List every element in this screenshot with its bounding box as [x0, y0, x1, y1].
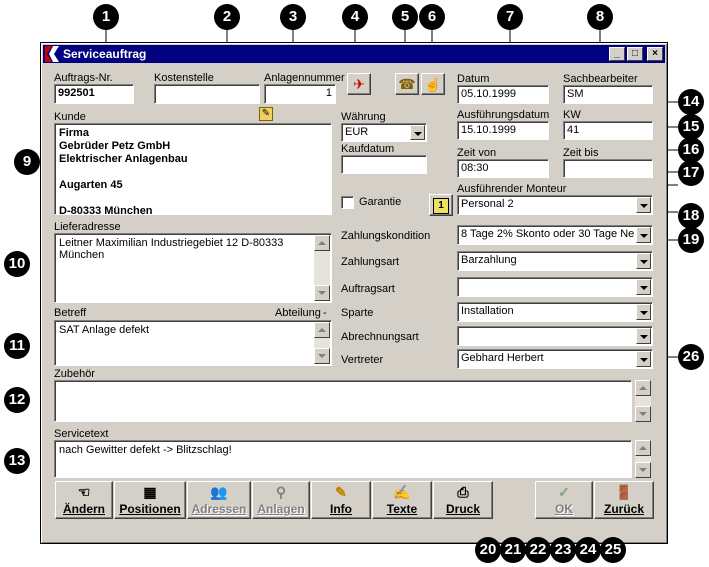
betreff-label: Betreff: [54, 307, 87, 319]
datum-label: Datum: [457, 73, 490, 85]
serviceauftrag-window: [40, 42, 668, 544]
monteur-value: Personal 2: [461, 198, 514, 210]
callout-10: 10: [4, 251, 30, 277]
callout-15: 15: [678, 114, 704, 140]
door-exit-icon: 🚪: [615, 484, 633, 500]
chevron-down-icon[interactable]: [636, 304, 651, 320]
callout-19: 19: [678, 227, 704, 253]
callout-13: 13: [4, 448, 30, 474]
callout-17: 17: [678, 160, 704, 186]
callout-20: 20: [475, 537, 501, 563]
kostenstelle-label: Kostenstelle: [154, 72, 214, 84]
abrechnungsart-label: Abrechnungsart: [341, 331, 419, 343]
chevron-down-icon[interactable]: [410, 125, 425, 140]
run-button[interactable]: [347, 73, 371, 95]
zahlungskondition-value: 8 Tage 2% Skonto oder 30 Tage Ne: [461, 228, 635, 240]
callout-16: 16: [678, 137, 704, 163]
auftragsart-select[interactable]: [457, 277, 653, 297]
chevron-down-icon[interactable]: [636, 197, 651, 213]
chevron-down-icon[interactable]: [636, 351, 651, 367]
zeit-bis-label: Zeit bis: [563, 147, 599, 159]
zahlungsart-label: Zahlungsart: [341, 256, 400, 268]
kostenstelle-field[interactable]: [154, 84, 260, 104]
zahlungsart-value: Barzahlung: [461, 254, 517, 266]
checkmark-icon: ✓: [558, 484, 570, 500]
callout-4: 4: [342, 4, 368, 30]
callout-26: 26: [678, 344, 704, 370]
notepad-icon: ✍: [393, 484, 411, 500]
callout-23: 23: [550, 537, 576, 563]
hand-icon: ☝: [424, 76, 442, 92]
lieferadresse-label: Lieferadresse: [54, 221, 121, 233]
callout-8: 8: [587, 4, 613, 30]
info-button[interactable]: ✎ Info: [311, 481, 371, 519]
kaufdatum-field[interactable]: [341, 155, 427, 174]
ausfuehrungsdatum-field[interactable]: 15.10.1999: [457, 121, 549, 140]
zahlungsart-select[interactable]: [457, 251, 653, 271]
sachbearbeiter-field[interactable]: SM: [563, 85, 653, 104]
kw-field[interactable]: 41: [563, 121, 653, 140]
kunde-memo[interactable]: [54, 123, 332, 215]
zubehoer-scrollbar[interactable]: [635, 380, 651, 422]
printer-icon: ⎙: [457, 484, 469, 500]
chevron-down-icon[interactable]: [636, 279, 651, 295]
vertreter-label: Vertreter: [341, 354, 384, 366]
adressen-button[interactable]: 👥 Adressen: [187, 481, 251, 519]
phone-button[interactable]: [395, 73, 419, 95]
callout-21: 21: [500, 537, 526, 563]
garantie-label: Garantie: [359, 196, 402, 208]
callout-22: 22: [525, 537, 551, 563]
servicetext-scrollbar[interactable]: [635, 440, 651, 478]
auftrags-nr-label: Auftrags-Nr.: [54, 72, 113, 84]
betreff-scrollbar[interactable]: [314, 322, 330, 364]
zahlungskondition-label: Zahlungskondition: [341, 230, 431, 242]
sparte-label: Sparte: [341, 307, 374, 319]
hand-pointer-icon: ☜: [77, 484, 91, 500]
sparte-value: Installation: [461, 305, 514, 317]
anlagen-button[interactable]: ⚲ Anlagen: [252, 481, 310, 519]
kunde-line: Firma: [59, 127, 89, 139]
kunde-line: Elektrischer Anlagenbau: [59, 153, 188, 165]
edit-note-icon[interactable]: ✎: [259, 107, 273, 121]
binoculars-icon: ⚲: [275, 484, 287, 500]
druck-button[interactable]: ⎙ Druck: [433, 481, 493, 519]
kunde-line: [59, 192, 327, 205]
vertreter-select[interactable]: [457, 349, 653, 369]
waehrung-label: Währung: [341, 111, 386, 123]
waehrung-select[interactable]: [341, 123, 427, 142]
abteilung-value: -: [323, 307, 327, 319]
positionen-button[interactable]: ▦ Positionen: [114, 481, 186, 519]
phone-icon: ☎: [398, 76, 416, 92]
aendern-button[interactable]: ☜ Ändern: [55, 481, 113, 519]
callout-25: 25: [600, 537, 626, 563]
callout-5: 5: [392, 4, 418, 30]
zubehoer-label: Zubehör: [54, 368, 95, 380]
vertreter-value: Gebhard Herbert: [461, 352, 544, 364]
kunde-line: [59, 166, 327, 179]
close-button[interactable]: ×: [647, 47, 663, 61]
callout-18: 18: [678, 203, 704, 229]
auftragsart-label: Auftragsart: [341, 283, 395, 295]
betreff-memo[interactable]: [54, 320, 332, 366]
callout-3: 3: [280, 4, 306, 30]
callout-12: 12: [4, 387, 30, 413]
window-title: Serviceauftrag: [63, 47, 147, 61]
callout-11: 11: [4, 333, 30, 359]
garantie-info-button[interactable]: [429, 194, 453, 216]
ausfuehrungsdatum-label: Ausführungsdatum: [457, 109, 550, 121]
sparte-select[interactable]: [457, 302, 653, 322]
chevron-down-icon[interactable]: [636, 328, 651, 344]
kunde-line: Gebrüder Petz GmbH: [59, 140, 171, 152]
callout-9: 9: [14, 149, 40, 175]
zeit-von-label: Zeit von: [457, 147, 497, 159]
sachbearbeiter-label: Sachbearbeiter: [563, 73, 638, 85]
chevron-down-icon[interactable]: [636, 227, 651, 243]
ok-button[interactable]: ✓ OK: [535, 481, 593, 519]
number-one-icon: 1: [433, 198, 449, 214]
zurueck-button[interactable]: 🚪 Zurück: [594, 481, 654, 519]
zubehoer-memo[interactable]: [54, 380, 632, 422]
maximize-button[interactable]: □: [627, 47, 643, 61]
kunde-label: Kunde: [54, 111, 86, 123]
texte-button[interactable]: ✍ Texte: [372, 481, 432, 519]
servicetext-label: Servicetext: [54, 428, 109, 440]
servicetext-text: nach Gewitter defekt -> Blitzschlag!: [59, 444, 232, 456]
app-logo-icon: [45, 46, 59, 62]
callout-2: 2: [214, 4, 240, 30]
callout-7: 7: [497, 4, 523, 30]
auftrags-nr-field[interactable]: 992501: [54, 84, 134, 104]
callout-6: 6: [419, 4, 445, 30]
callout-24: 24: [575, 537, 601, 563]
people-icon: 👥: [210, 484, 228, 500]
zeit-von-field[interactable]: 08:30: [457, 159, 549, 178]
kw-label: KW: [563, 109, 581, 121]
betreff-text: SAT Anlage defekt: [59, 324, 150, 336]
grid-icon: ▦: [143, 484, 157, 500]
kaufdatum-label: Kaufdatum: [341, 143, 395, 155]
lieferadresse-scrollbar[interactable]: [314, 235, 330, 301]
hand-button[interactable]: [421, 73, 445, 95]
title-bar: [43, 45, 665, 63]
monteur-select[interactable]: [457, 195, 653, 215]
running-man-icon: ✈: [353, 76, 365, 92]
kunde-line: D-80333 München: [59, 205, 153, 215]
garantie-checkbox[interactable]: [341, 196, 354, 209]
abteilung-label: Abteilung: [275, 307, 321, 319]
zeit-bis-field[interactable]: [563, 159, 653, 178]
zahlungskondition-select[interactable]: [457, 225, 653, 245]
callout-14: 14: [678, 89, 704, 115]
callout-1: 1: [93, 4, 119, 30]
datum-field[interactable]: 05.10.1999: [457, 85, 549, 104]
servicetext-memo[interactable]: [54, 440, 632, 478]
chevron-down-icon[interactable]: [636, 253, 651, 269]
monteur-label: Ausführender Monteur: [457, 183, 567, 195]
lieferadresse-memo[interactable]: [54, 233, 332, 303]
waehrung-value: EUR: [345, 126, 369, 138]
pencil-icon: ✎: [335, 484, 347, 500]
anlagennummer-label: Anlagennummer: [264, 72, 345, 84]
anlagennummer-field[interactable]: 1: [264, 84, 336, 104]
kunde-line: Augarten 45: [59, 179, 123, 191]
minimize-button[interactable]: _: [609, 47, 625, 61]
abrechnungsart-select[interactable]: [457, 326, 653, 346]
lieferadresse-text: Leitner Maximilian Industriegebiet 12 D-80333 München: [59, 237, 284, 261]
